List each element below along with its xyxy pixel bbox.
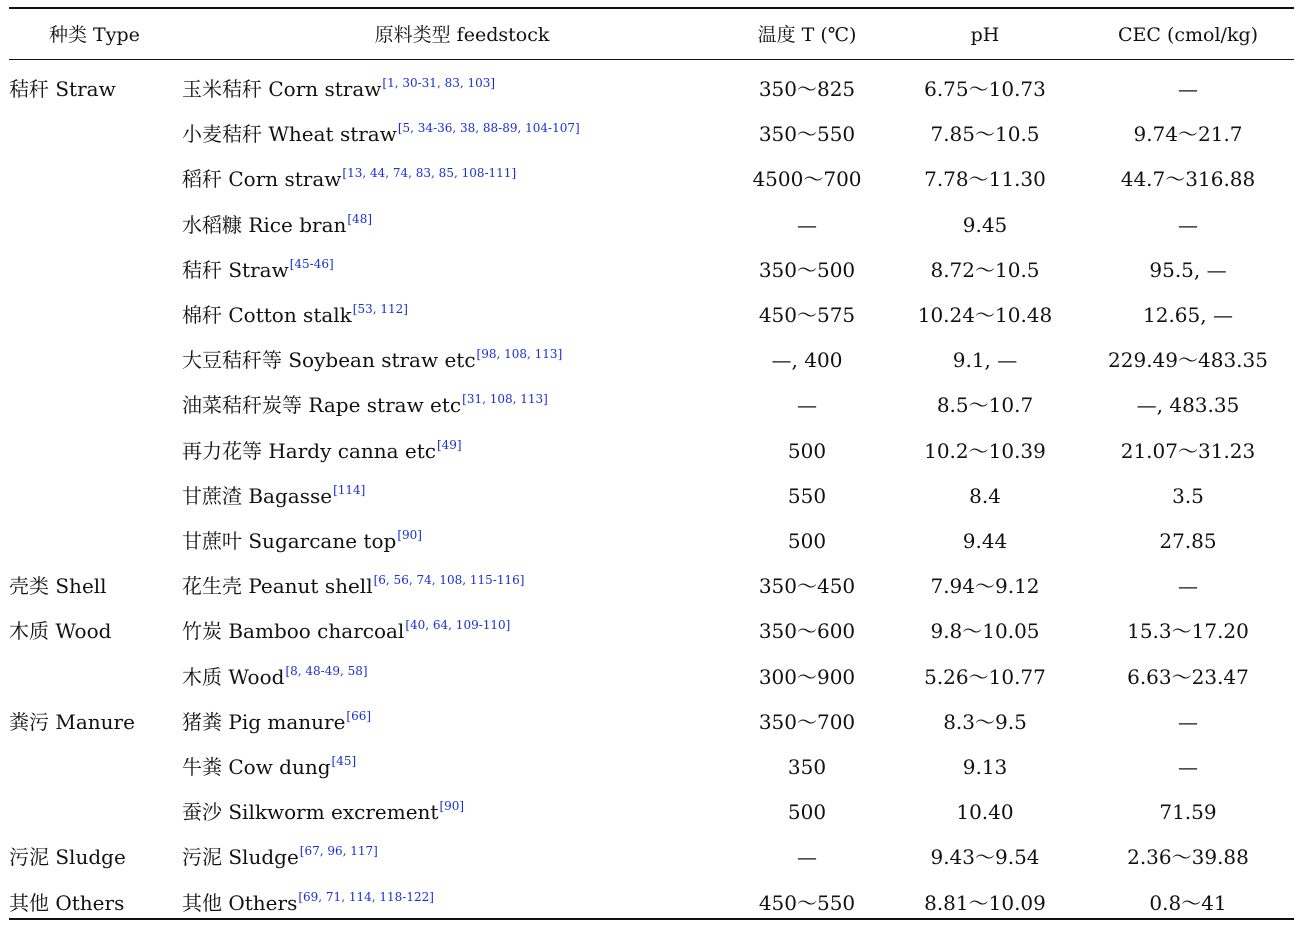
table-row xyxy=(9,655,1294,700)
feedstock-name: 秸秆 Straw xyxy=(182,257,289,282)
table-row xyxy=(9,293,1294,338)
cell-ph: 8.72～10.5 xyxy=(930,257,1040,282)
cell-cec: — xyxy=(1178,574,1198,599)
cell-temperature: 350～500 xyxy=(758,257,856,282)
cell-feedstock xyxy=(182,790,742,838)
cell-ph: 10.2～10.39 xyxy=(924,438,1046,463)
cell-cec: 44.7～316.88 xyxy=(1120,167,1256,192)
cell-temperature: 350～600 xyxy=(758,619,856,644)
cell-type: 木质 Wood xyxy=(9,619,112,644)
feedstock-name: 蚕沙 Silkworm excrement xyxy=(182,800,439,825)
table-row xyxy=(9,474,1294,519)
reference-link[interactable]: [66] xyxy=(346,708,372,723)
cell-feedstock xyxy=(182,564,742,612)
cell-cec: — xyxy=(1178,77,1198,101)
cell-feedstock xyxy=(182,700,742,748)
cell-ph: 9.13 xyxy=(962,755,1008,779)
table-row xyxy=(9,745,1294,790)
cell-temperature: 4500～700 xyxy=(752,167,862,192)
cell-ph: 7.85～10.5 xyxy=(930,122,1040,147)
cell-cec: 6.63～23.47 xyxy=(1127,664,1249,689)
cell-ph: 10.24～10.48 xyxy=(917,303,1053,327)
header-ph: pH xyxy=(970,24,1000,46)
cell-ph: 9.8～10.05 xyxy=(930,619,1040,644)
header-rule xyxy=(9,59,1294,60)
table-row xyxy=(9,67,1294,112)
feedstock-name: 其他 Others xyxy=(182,890,298,915)
cell-temperature: — xyxy=(797,212,817,237)
cell-temperature: 550 xyxy=(787,483,827,508)
cell-feedstock xyxy=(182,203,742,251)
cell-temperature: 500 xyxy=(787,438,827,463)
table-row xyxy=(9,519,1294,564)
reference-link[interactable]: [48] xyxy=(347,211,373,226)
feedstock-name: 水稻糠 Rice bran xyxy=(182,212,347,237)
cell-type: 壳类 Shell xyxy=(9,574,107,599)
header-cec: CEC (cmol/kg) xyxy=(1117,24,1259,46)
reference-link[interactable]: [69, 71, 114, 118-122] xyxy=(298,889,434,904)
cell-cec: — xyxy=(1178,709,1198,734)
cell-temperature: —, 400 xyxy=(771,348,843,373)
table-row xyxy=(9,790,1294,835)
cell-cec: 95.5, — xyxy=(1149,257,1227,282)
cell-temperature: 500 xyxy=(787,800,827,825)
reference-link[interactable]: [13, 44, 74, 83, 85, 108-111] xyxy=(342,166,517,181)
cell-ph: 8.3～9.5 xyxy=(943,709,1027,734)
cell-feedstock xyxy=(182,67,742,115)
reference-link[interactable]: [67, 96, 117] xyxy=(299,844,378,859)
reference-link[interactable]: [31, 108, 113] xyxy=(462,392,548,407)
cell-type: 秸秆 Straw xyxy=(9,77,116,101)
reference-link[interactable]: [40, 64, 109-110] xyxy=(405,618,511,633)
header-feedstock: 原料类型 feedstock xyxy=(374,24,550,46)
feedstock-name: 油菜秸秆炭等 Rape straw etc xyxy=(182,393,462,418)
table-row xyxy=(9,157,1294,202)
table-bottom-rule xyxy=(9,918,1294,920)
feedstock-name: 小麦秸秆 Wheat straw xyxy=(182,122,397,147)
cell-ph: 10.40 xyxy=(956,800,1014,825)
reference-link[interactable]: [6, 56, 74, 108, 115-116] xyxy=(373,573,525,588)
cell-feedstock xyxy=(182,609,742,657)
cell-cec: 3.5 xyxy=(1172,483,1204,508)
cell-feedstock xyxy=(182,474,742,522)
cell-feedstock xyxy=(182,338,742,386)
feedstock-name: 牛粪 Cow dung xyxy=(182,755,331,779)
cell-feedstock xyxy=(182,745,742,793)
table-row xyxy=(9,112,1294,157)
cell-cec: 15.3～17.20 xyxy=(1127,619,1249,644)
table-row xyxy=(9,429,1294,474)
feedstock-name: 木质 Wood xyxy=(182,664,285,689)
cell-temperature: 350～550 xyxy=(758,122,856,147)
reference-link[interactable]: [90] xyxy=(397,528,422,542)
reference-link[interactable]: [45] xyxy=(331,754,357,768)
reference-link[interactable]: [98, 108, 113] xyxy=(476,347,563,362)
cell-type: 粪污 Manure xyxy=(9,709,135,734)
reference-link[interactable]: [49] xyxy=(436,437,462,452)
table-row xyxy=(9,338,1294,383)
cell-cec: 27.85 xyxy=(1159,529,1217,553)
cell-ph: 5.26～10.77 xyxy=(924,664,1046,689)
cell-cec: — xyxy=(1178,755,1198,779)
cell-ph: 8.81～10.09 xyxy=(924,890,1046,915)
cell-cec: 21.07～31.23 xyxy=(1120,438,1256,463)
cell-cec: 0.8～41 xyxy=(1149,890,1227,915)
feedstock-name: 大豆秸秆等 Soybean straw etc xyxy=(182,348,476,373)
cell-feedstock xyxy=(182,881,742,929)
cell-cec: 71.59 xyxy=(1159,800,1217,825)
reference-link[interactable]: [1, 30-31, 83, 103] xyxy=(382,76,496,90)
cell-cec: —, 483.35 xyxy=(1136,393,1240,418)
table-row xyxy=(9,383,1294,428)
cell-type: 其他 Others xyxy=(9,890,125,915)
reference-link[interactable]: [53, 112] xyxy=(352,302,408,316)
cell-temperature: 350～700 xyxy=(758,709,856,734)
cell-ph: 9.43～9.54 xyxy=(930,845,1040,870)
cell-temperature: 350 xyxy=(787,755,827,779)
reference-link[interactable]: [45-46] xyxy=(289,256,334,271)
cell-cec: 12.65, — xyxy=(1143,303,1233,327)
reference-link[interactable]: [5, 34-36, 38, 88-89, 104-107] xyxy=(397,121,580,136)
cell-temperature: 300～900 xyxy=(758,664,856,689)
cell-temperature: 350～825 xyxy=(758,77,856,101)
cell-type: 污泥 Sludge xyxy=(9,845,126,870)
cell-feedstock xyxy=(182,112,742,160)
feedstock-name: 甘蔗渣 Bagasse xyxy=(182,483,333,508)
cell-ph: 9.45 xyxy=(962,212,1008,237)
cell-temperature: 350～450 xyxy=(758,574,856,599)
header-type: 种类 Type xyxy=(49,24,140,46)
feedstock-name: 竹炭 Bamboo charcoal xyxy=(182,619,405,644)
cell-temperature: — xyxy=(797,393,817,418)
cell-ph: 9.44 xyxy=(962,529,1008,553)
cell-feedstock xyxy=(182,383,742,431)
cell-temperature: — xyxy=(797,845,817,870)
table-row xyxy=(9,835,1294,880)
cell-feedstock xyxy=(182,293,742,341)
cell-feedstock xyxy=(182,655,742,703)
feedstock-name: 棉秆 Cotton stalk xyxy=(182,303,352,327)
cell-temperature: 450～550 xyxy=(758,890,856,915)
table-row xyxy=(9,248,1294,293)
cell-cec: 2.36～39.88 xyxy=(1127,845,1249,870)
feedstock-name: 玉米秸秆 Corn straw xyxy=(182,77,382,101)
cell-temperature: 500 xyxy=(787,529,827,553)
feedstock-name: 再力花等 Hardy canna etc xyxy=(182,438,436,463)
table-row xyxy=(9,203,1294,248)
feedstock-name: 污泥 Sludge xyxy=(182,845,299,870)
cell-feedstock xyxy=(182,157,742,205)
cell-feedstock xyxy=(182,519,742,567)
cell-ph: 6.75～10.73 xyxy=(924,77,1046,101)
reference-link[interactable]: [114] xyxy=(333,482,366,497)
cell-feedstock xyxy=(182,429,742,477)
cell-ph: 7.94～9.12 xyxy=(930,574,1040,599)
cell-temperature: 450～575 xyxy=(758,303,856,327)
cell-cec: 229.49～483.35 xyxy=(1108,348,1268,373)
cell-cec: 9.74～21.7 xyxy=(1133,122,1243,147)
feedstock-name: 花生壳 Peanut shell xyxy=(182,574,373,599)
table-row xyxy=(9,564,1294,609)
cell-feedstock xyxy=(182,248,742,296)
cell-cec: — xyxy=(1178,212,1198,237)
feedstock-name: 稻秆 Corn straw xyxy=(182,167,342,192)
table-row xyxy=(9,609,1294,654)
reference-link[interactable]: [90] xyxy=(439,799,465,814)
cell-ph: 7.78～11.30 xyxy=(924,167,1046,192)
cell-ph: 9.1, — xyxy=(952,348,1018,373)
reference-link[interactable]: [8, 48-49, 58] xyxy=(285,663,368,678)
table-row xyxy=(9,700,1294,745)
header-temperature: 温度 T (℃) xyxy=(757,24,857,46)
cell-ph: 8.4 xyxy=(969,483,1001,508)
feedstock-name: 猪粪 Pig manure xyxy=(182,709,346,734)
cell-feedstock xyxy=(182,835,742,883)
cell-ph: 8.5～10.7 xyxy=(936,393,1034,418)
feedstock-name: 甘蔗叶 Sugarcane top xyxy=(182,529,397,553)
